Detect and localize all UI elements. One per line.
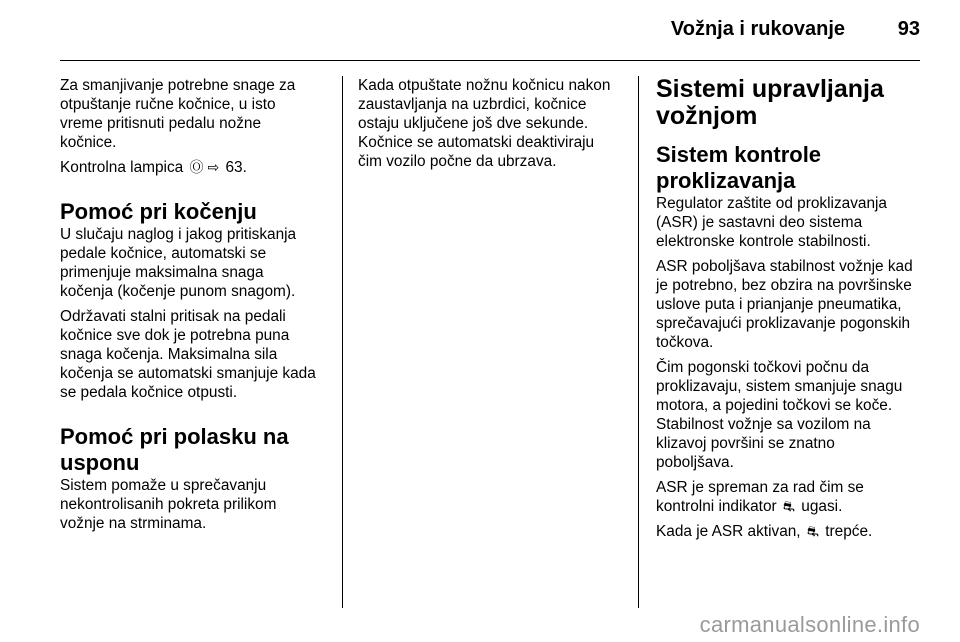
paragraph xyxy=(60,225,335,301)
text-line: kočenja (kočenje punom snagom). xyxy=(60,283,296,300)
paragraph xyxy=(60,307,335,402)
text-line: usponu xyxy=(60,450,140,475)
text-line: kočnice. xyxy=(60,134,117,151)
text-line: točkova. xyxy=(656,334,714,351)
heading-traction-control xyxy=(656,142,946,194)
text-line: Čim pogonski točkovi počnu da xyxy=(656,359,870,376)
text-line: Sistemi upravljanja xyxy=(656,75,884,103)
text-line: vožnjom xyxy=(656,102,758,130)
paragraph xyxy=(60,476,335,533)
paragraph xyxy=(656,358,946,472)
column-2 xyxy=(358,76,633,177)
paragraph xyxy=(656,194,946,251)
text-line: kočnice sve dok je potrebna puna xyxy=(60,327,290,344)
brake-warning-icon: Ⓞ xyxy=(189,159,204,175)
section-title: Vožnja i rukovanje xyxy=(670,18,845,40)
text-line: ASR poboljšava stabilnost vožnje kad xyxy=(656,258,913,275)
text-line: čim vozilo počne da ubrzava. xyxy=(358,153,557,170)
text-line: otpuštanje ručne kočnice, u isto xyxy=(60,96,276,113)
text-line: proklizavaju, sistem smanjuje snagu xyxy=(656,378,903,395)
text-line: se pedala kočnice otpusti. xyxy=(60,384,238,401)
paragraph xyxy=(358,76,633,171)
column-divider-1 xyxy=(342,76,343,608)
text-line: poboljšava. xyxy=(656,454,734,471)
text-line: vožnje na strminama. xyxy=(60,515,207,532)
column-3 xyxy=(656,76,946,547)
text-line: klizavoj površini se znatno xyxy=(656,435,835,452)
text-line: U slučaju naglog i jakog pritiskanja xyxy=(60,226,297,243)
text: ugasi. xyxy=(801,498,843,515)
heading-driving-control-systems xyxy=(656,76,946,130)
text-line: Za smanjivanje potrebne snage za xyxy=(60,77,296,94)
text: Kontrolna lampica xyxy=(60,159,184,176)
text-line: uslove puta i prianjanje pneumatika, xyxy=(656,296,902,313)
text-line: je potrebno, bez obzira na površinske xyxy=(656,277,912,294)
header-rule xyxy=(60,60,920,61)
page-reference-arrow-icon: ⇨ xyxy=(207,159,220,175)
text-line: kočenja se automatski smanjuje kada xyxy=(60,365,316,382)
text-line: Sistem pomaže u sprečavanju xyxy=(60,477,267,494)
watermark: carmanualsonline.info xyxy=(699,612,920,637)
column-1 xyxy=(60,76,335,539)
text-line: pedale kočnice, automatski se xyxy=(60,245,267,262)
heading-hill-start-assist xyxy=(60,424,335,476)
column-divider-2 xyxy=(638,76,639,608)
text-line: proklizavanja xyxy=(656,168,796,193)
traction-control-icon: ⛐ xyxy=(782,498,795,514)
page-reference-link[interactable]: 63. xyxy=(225,159,247,176)
text-line: primenjuje maksimalna snaga xyxy=(60,264,264,281)
paragraph-asr-active xyxy=(656,522,946,541)
text-line: vreme pritisnuti pedalu nožne xyxy=(60,115,262,132)
heading-brake-assist xyxy=(60,199,335,225)
text: Kada je ASR aktivan, xyxy=(656,523,801,540)
text-line: elektronske kontrole stabilnosti. xyxy=(656,233,871,250)
traction-control-icon: ⛐ xyxy=(806,523,819,539)
text-line: motora, a pojedini točkovi se koče. xyxy=(656,397,893,414)
text-line: snaga kočenja. Maksimalna sila xyxy=(60,346,278,363)
text-line: zaustavljanja na uzbrdici, kočnice xyxy=(358,96,587,113)
text-line: nekontrolisanih pokreta prilikom xyxy=(60,496,277,513)
text-line: sprečavajući proklizavanje pogonskih xyxy=(656,315,911,332)
text: ASR je spreman za rad čim se xyxy=(656,479,864,496)
text-line: Kočnice se automatski deaktiviraju xyxy=(358,134,595,151)
text-line: Pomoć pri kočenju xyxy=(60,199,257,224)
text-line: Stabilnost vožnje sa vozilom na xyxy=(656,416,871,433)
text-line: Regulator zaštite od proklizavanja xyxy=(656,195,887,212)
paragraph xyxy=(656,257,946,352)
text-line: Pomoć pri polasku na xyxy=(60,424,289,449)
paragraph xyxy=(60,76,335,152)
page-number: 93 xyxy=(897,18,920,40)
text-line: Sistem kontrole xyxy=(656,142,822,167)
text: kontrolni indikator xyxy=(656,498,777,515)
text: trepće. xyxy=(825,523,873,540)
paragraph-warning-lamp xyxy=(60,158,335,177)
text-line: (ASR) je sastavni deo sistema xyxy=(656,214,863,231)
text-line: Održavati stalni pritisak na pedali xyxy=(60,308,286,325)
text-line: Kada otpuštate nožnu kočnicu nakon xyxy=(358,77,611,94)
paragraph-asr-indicator xyxy=(656,478,946,516)
text-line: ostaju uključene još dve sekunde. xyxy=(358,115,589,132)
